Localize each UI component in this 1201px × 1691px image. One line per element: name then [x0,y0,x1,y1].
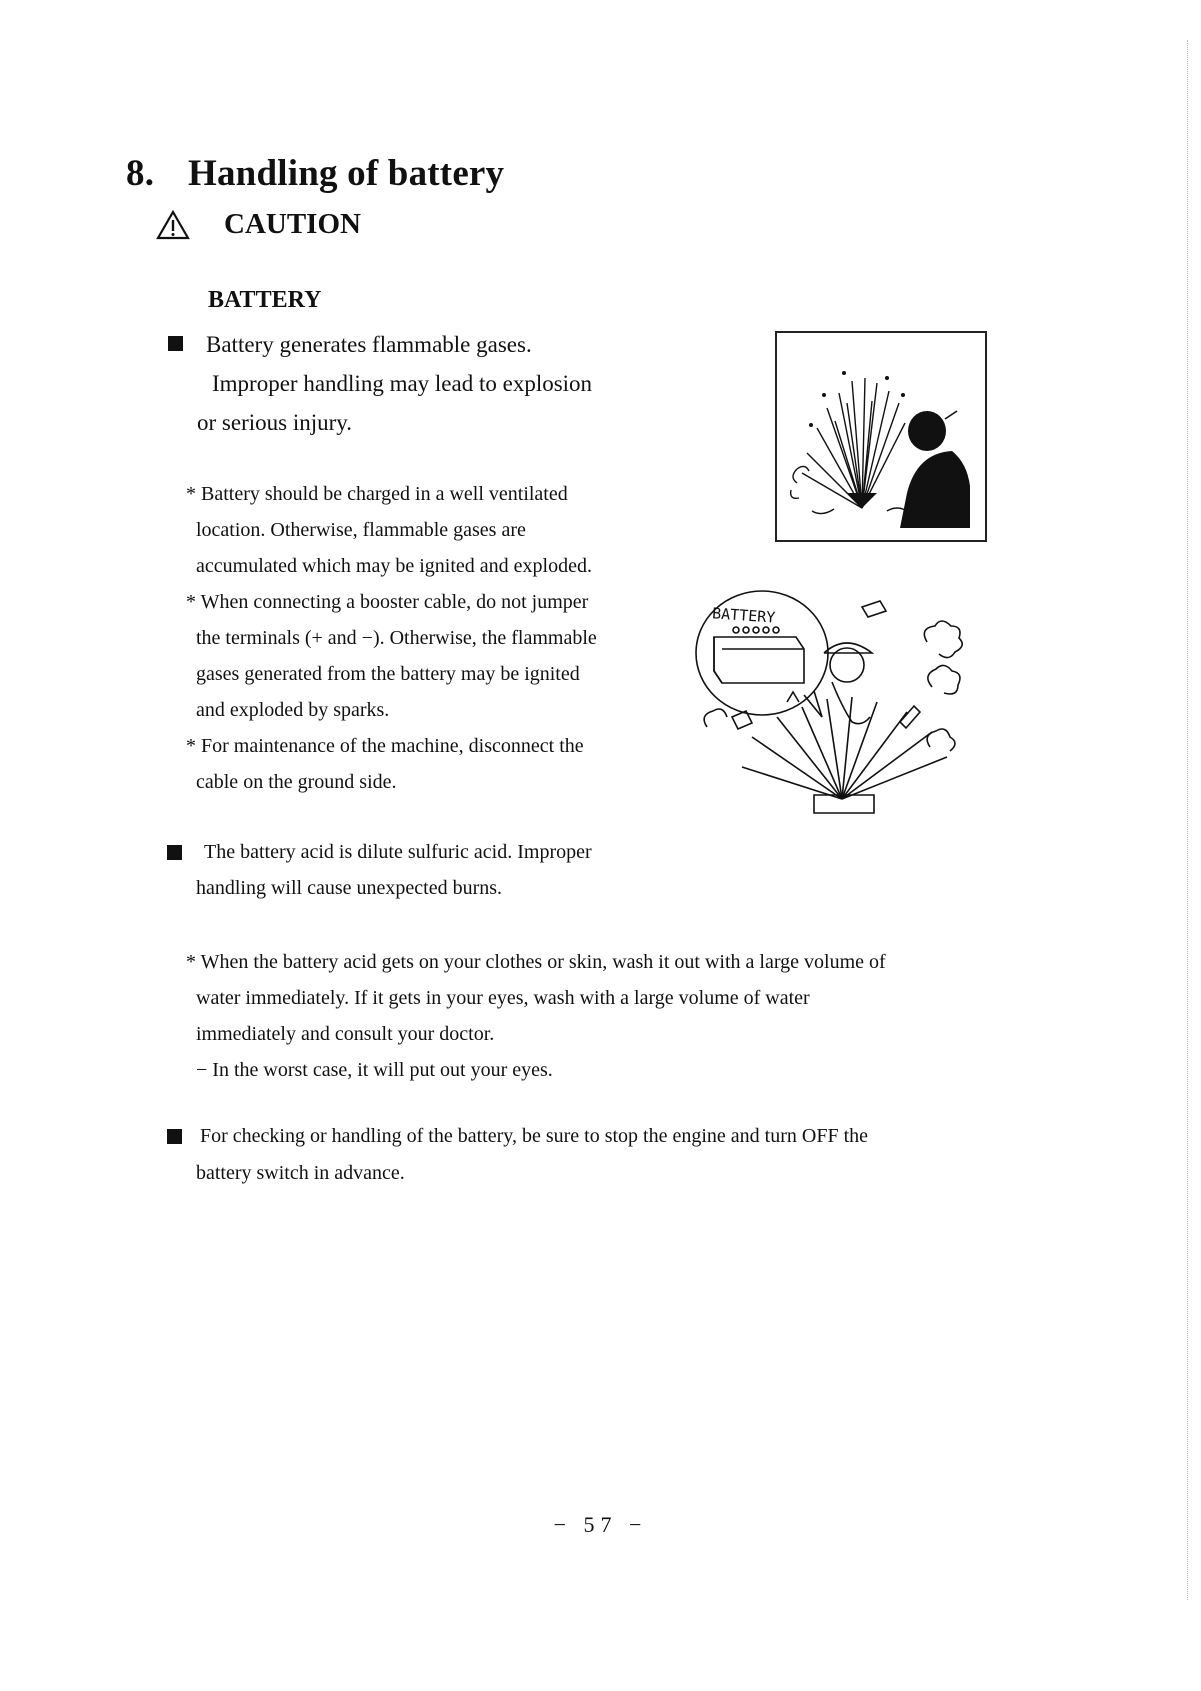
note1-line-6: gases generated from the battery may be ignited [196,663,580,685]
illustration-battery-label: BATTERY [711,604,776,627]
person-silhouette [900,411,970,528]
block1-line-3: or serious injury. [197,410,353,435]
explosion-illustration [777,333,985,540]
note2-line-2: water immediately. If it gets in your eyes, wash with a large volume of water [196,987,810,1009]
block1-line-1: Battery generates flammable gases. [206,332,532,357]
note1-line-3: accumulated which may be ignited and exploded. [196,555,592,577]
block2-line-1: The battery acid is dilute sulfuric acid. Improper [204,841,592,863]
note1-line-8: * For maintenance of the machine, disconnect the [186,735,584,757]
page-number: − 57 − [553,1512,648,1537]
section-number: 8. [126,153,155,194]
block2-line-2: handling will cause unexpected burns. [196,877,503,899]
battery-terminals [733,627,779,633]
bullet-square [167,1129,182,1144]
note1-line-1: * Battery should be charged in a well ventilated [186,483,568,505]
note1-line-2: location. Otherwise, flammable gases are [196,519,526,541]
battery-subheading: BATTERY [208,287,322,313]
explosion-illustration-frame [775,331,987,542]
note2-line-3: immediately and consult your doctor. [196,1023,495,1045]
bullet-square [167,845,182,860]
warning-triangle-icon [156,210,190,240]
note2-line-4: − In the worst case, it will put out your eyes. [196,1059,553,1081]
section-title [126,152,504,195]
note1-line-4: * When connecting a booster cable, do not jumper [186,591,589,613]
block3-line-2: battery switch in advance. [196,1162,405,1184]
battery-explosion-illustration [692,587,992,823]
block1-line-2: Improper handling may lead to explosion [212,371,593,396]
caution-heading [156,208,361,241]
block3-line-1: For checking or handling of the battery, be sure to stop the engine and turn OFF the [200,1125,868,1147]
section-title-text: Handling of battery [188,153,505,194]
bullet-square [168,336,183,351]
note1-line-5: the terminals (+ and −). Otherwise, the flammable [196,627,597,649]
caution-label: CAUTION [224,208,361,240]
note2-line-1: * When the battery acid gets on your clothes or skin, wash it out with a large volume of [186,951,886,973]
margin-rule [1187,40,1188,1600]
note1-line-7: and exploded by sparks. [196,699,390,721]
note1-line-9: cable on the ground side. [196,771,397,793]
